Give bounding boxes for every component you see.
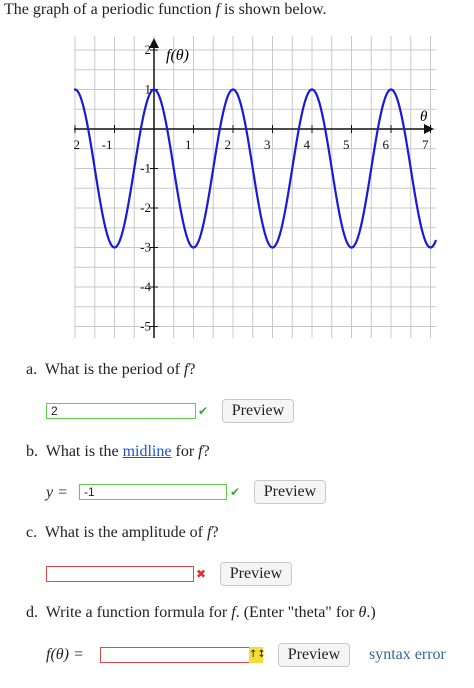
question-b	[26, 442, 210, 462]
correct-check-icon: ✔	[198, 404, 209, 418]
problem-intro	[4, 0, 326, 20]
question-d-text2: . (Enter "theta" for	[235, 604, 359, 621]
preview-button-b[interactable]: Preview	[254, 480, 326, 504]
syntax-error-message: syntax error	[369, 646, 446, 663]
incorrect-x-icon: ✖	[196, 567, 207, 581]
midline-answer-field[interactable]: -1	[79, 484, 227, 500]
question-b-end: ?	[202, 443, 210, 460]
x-axis-arrow	[424, 124, 434, 134]
x-axis-label: θ	[420, 109, 428, 125]
question-d-var: θ	[358, 604, 367, 621]
question-a-fname: f	[183, 361, 189, 378]
question-c-text: What is the amplitude of	[44, 524, 208, 541]
formula-answer-field[interactable]	[100, 647, 250, 663]
question-c-letter: c.	[26, 524, 38, 541]
question-d-letter: d.	[26, 604, 38, 621]
preview-button-c[interactable]: Preview	[220, 562, 292, 586]
question-b-text2: for	[171, 443, 199, 460]
y-tick-label: 2	[144, 42, 151, 57]
x-tick-label: 1	[185, 137, 192, 152]
x-tick-label: 4	[303, 137, 310, 152]
y-tick-label: -3	[140, 239, 151, 255]
question-d	[26, 603, 376, 623]
question-a-end: ?	[188, 361, 196, 378]
question-b-text: What is the	[45, 443, 123, 460]
x-tick-label: 3	[264, 137, 271, 152]
x-tick-label: -1	[101, 137, 113, 152]
question-a-text: What is the period of	[44, 361, 184, 378]
period-answer-field[interactable]: 2	[46, 403, 196, 419]
question-b-fname: f	[198, 443, 203, 460]
intro-function-name: f	[215, 1, 220, 18]
x-tick-label: 5	[343, 137, 350, 152]
intro-prefix: The graph of a periodic function	[4, 1, 216, 18]
question-c	[26, 523, 219, 543]
y-tick-label: -2	[140, 200, 151, 215]
preview-button-a[interactable]: Preview	[222, 399, 294, 423]
intro-suffix: is shown below.	[219, 1, 327, 18]
entry-cursor-icon: ↑↕	[249, 647, 263, 663]
question-d-text: Write a function formula for	[45, 604, 232, 621]
x-tick-label: 7	[422, 137, 429, 152]
question-d-end: .)	[366, 604, 376, 621]
y-tick-label: -5	[140, 318, 151, 334]
function-graph	[0, 28, 474, 348]
question-a-letter: a.	[26, 361, 38, 378]
midline-lhs-label: y =	[46, 484, 68, 501]
x-tick-label: 2	[73, 137, 80, 152]
preview-button-d[interactable]: Preview	[278, 643, 350, 667]
amplitude-answer-field[interactable]	[46, 566, 194, 582]
question-c-fname: f	[207, 524, 212, 541]
y-tick-label: 1	[144, 81, 151, 97]
y-tick-label: -4	[140, 279, 151, 294]
x-tick-label: 6	[382, 137, 389, 152]
midline-link[interactable]: midline	[122, 443, 172, 460]
correct-check-icon: ✔	[230, 485, 241, 499]
question-c-end: ?	[211, 524, 219, 541]
y-tick-label: -1	[140, 160, 151, 176]
question-a	[26, 360, 195, 380]
y-axis-label: f(θ)	[166, 47, 189, 64]
question-d-fname: f	[231, 604, 236, 621]
x-tick-label: 2	[224, 137, 231, 152]
question-b-letter: b.	[26, 443, 38, 460]
formula-lhs-label: f(θ) =	[46, 646, 84, 663]
